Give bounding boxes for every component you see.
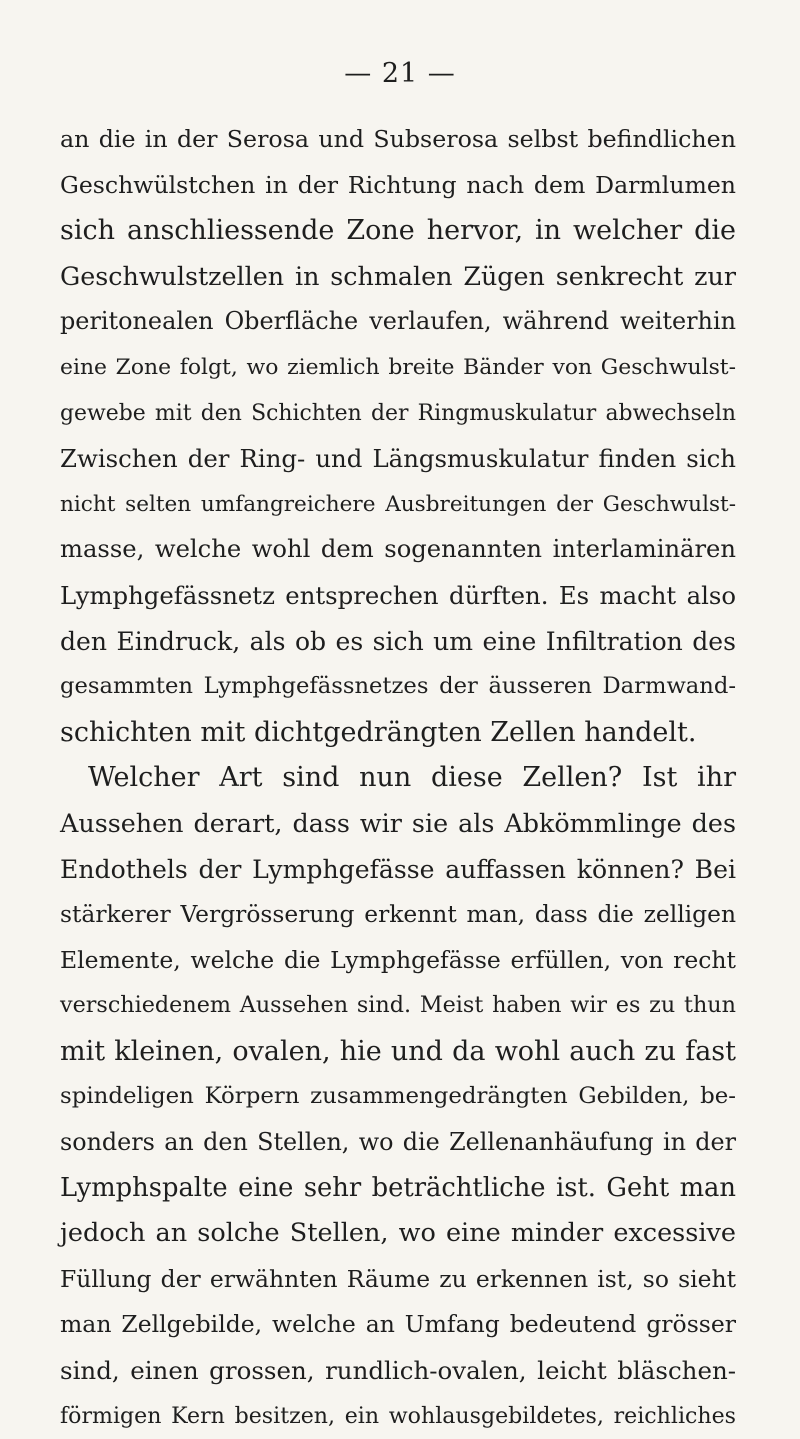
text-line: peritonealen Oberfläche verlaufen, während weiterhin: [60, 307, 736, 336]
text-line: mit kleinen, ovalen, hie und da wohl auch zu fast: [60, 1035, 736, 1067]
text-line: den Eindruck, als ob es sich um eine Infiltration des: [60, 626, 736, 656]
text-line: Geschwulstzellen in schmalen Zügen senkrecht zur: [60, 260, 736, 291]
text-line: jedoch an solche Stellen, wo eine minder excessive: [60, 1218, 736, 1249]
text-line: Elemente, welche die Lymphgefässe erfüllen, von recht: [60, 945, 736, 974]
text-line: gewebe mit den Schichten der Ringmuskulatur abwechseln: [60, 400, 736, 426]
text-line: Füllung der erwähnten Räume zu erkennen ist, so sieht: [60, 1264, 736, 1293]
text-line: sonders an den Stellen, wo die Zellenanhäufung in der: [60, 1128, 736, 1157]
text-line: sind, einen grossen, rundlich-ovalen, leicht bläschen-: [60, 1356, 736, 1386]
text-line: Aussehen derart, dass wir sie als Abkömmlinge des: [60, 807, 736, 838]
text-line: spindeligen Körpern zusammengedrängten Gebilden, be-: [60, 1083, 736, 1110]
text-line: Lymphgefässnetz entsprechen dürften. Es macht also: [60, 580, 736, 610]
text-line: nicht selten umfangreichere Ausbreitungen der Geschwulst-: [60, 491, 736, 517]
text-line: Geschwülstchen in der Richtung nach dem Darmlumen: [60, 170, 736, 199]
text-line: stärkerer Vergrösserung erkennt man, dass die zelligen: [60, 900, 736, 929]
text-line: gesammten Lymphgefässnetzes der äusseren Darmwand-: [60, 673, 736, 700]
text-line: Zwischen der Ring- und Längsmuskulatur finden sich: [60, 444, 736, 474]
body-text: [60, 117, 736, 1439]
text-line: förmigen Kern besitzen, ein wohlausgebildetes, reichliches: [60, 1403, 736, 1429]
text-line: verschiedenem Aussehen sind. Meist haben wir es zu thun: [60, 992, 736, 1019]
text-line: sich anschliessende Zone hervor, in welcher die: [60, 215, 736, 247]
text-line: Welcher Art sind nun diese Zellen? Ist ihr: [88, 762, 736, 794]
text-line: schichten mit dichtgedrängten Zellen handelt.: [60, 716, 697, 748]
text-line: an die in der Serosa und Subserosa selbst befindlichen: [60, 125, 736, 153]
text-line: Lymphspalte eine sehr beträchtliche ist. Geht man: [60, 1172, 736, 1203]
text-line: man Zellgebilde, welche an Umfang bedeutend grösser: [60, 1310, 736, 1339]
text-line: masse, welche wohl dem sogenannten interlaminären: [60, 535, 736, 564]
page-number: — 21 —: [344, 58, 456, 89]
text-line: eine Zone folgt, wo ziemlich breite Bänder von Geschwulst-: [60, 354, 736, 380]
text-line: Endothels der Lymphgefässe auffassen können? Bei: [60, 854, 736, 884]
